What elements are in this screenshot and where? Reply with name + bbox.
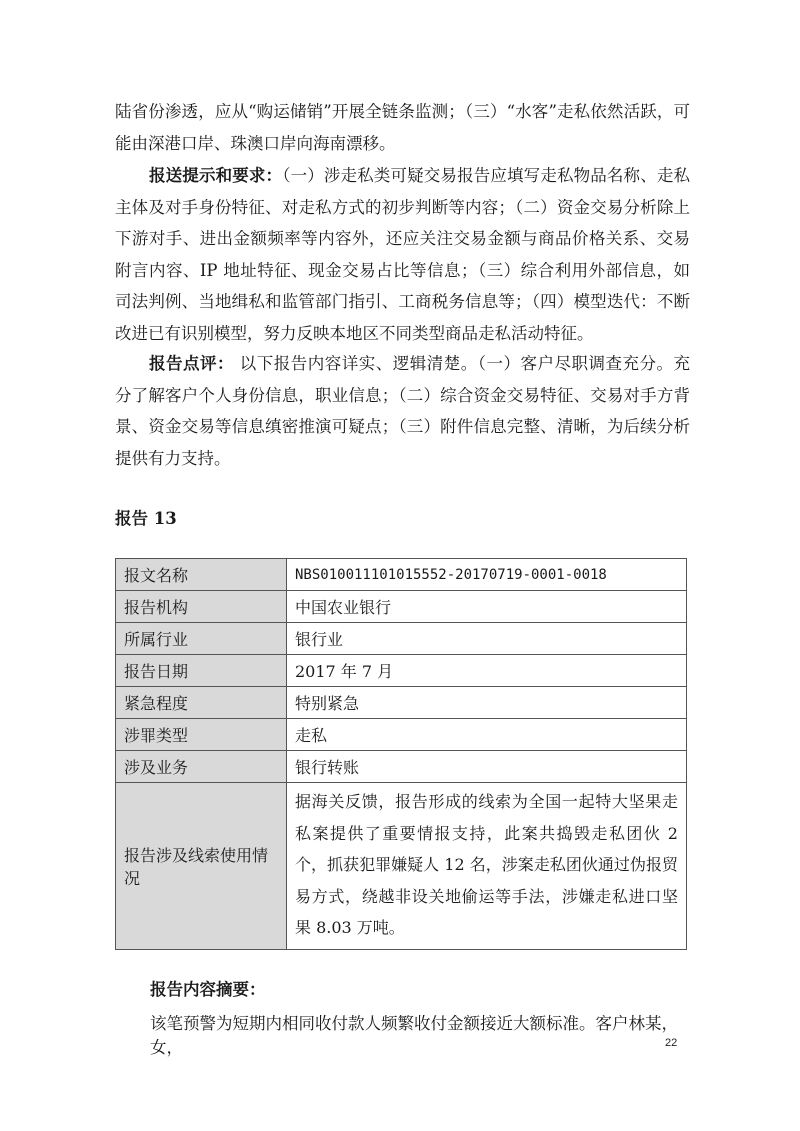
table-row <box>116 751 687 783</box>
paragraph-intro <box>115 96 690 159</box>
row-value-clue-usage: 据海关反馈，报告形成的线索为全国一起特大坚果走私案提供了重要情报支持，此案共捣毁走私团伙 2 个，抓获犯罪嫌疑人 12 名，涉案走私团伙通过伪报贸易方式，绕越非设关地偷运等手法，涉嫌走私进口坚果 8.03 万吨。 <box>287 783 687 950</box>
row-label-report-date: 报告日期 <box>116 655 287 687</box>
submission-requirements-text: （一）涉走私类可疑交易报告应填写走私物品名称、走私主体及对手身份特征、对走私方式的初步判断等内容；（二）资金交易分析除上下游对手、进出金额频率等内容外，还应关注交易金额与商品价格关系、交易附言内容、IP 地址特征、现金交易占比等信息；（三）综合利用外部信息，如司法判例、当地缉私和监管部门指引、工商税务信息等；（四）模型迭代：不断改进已有识别模型，努力反映本地区不同类型商品走私活动特征。 <box>115 166 690 343</box>
row-label-urgency: 紧急程度 <box>116 687 287 719</box>
row-label-clue-usage: 报告涉及线索使用情况 <box>116 783 287 950</box>
row-label-industry: 所属行业 <box>116 623 287 655</box>
row-value-message-name: NBS010011101015552-20170719-0001-0018 <box>287 559 687 591</box>
row-value-crime-type: 走私 <box>287 719 687 751</box>
paragraph-intro-text: 陆省份渗透，应从“购运储销”开展全链条监测；（三）“水客”走私依然活跃，可能由深港口岸、珠澳口岸向海南漂移。 <box>115 102 690 153</box>
table-row <box>116 623 687 655</box>
row-value-industry: 银行业 <box>287 623 687 655</box>
page-number: 22 <box>665 1037 678 1049</box>
table-row <box>116 687 687 719</box>
row-label-reporting-institution: 报告机构 <box>116 591 287 623</box>
report-heading: 报告 13 <box>115 509 177 528</box>
table-row <box>116 783 687 950</box>
table-row <box>116 559 687 591</box>
row-label-message-name: 报文名称 <box>116 559 287 591</box>
report-info-table <box>115 558 687 950</box>
row-value-reporting-institution: 中国农业银行 <box>287 591 687 623</box>
report-review-label: 报告点评： <box>149 354 234 373</box>
row-value-urgency: 特别紧急 <box>287 687 687 719</box>
table-row <box>116 719 687 751</box>
row-value-business-involved: 银行转账 <box>287 751 687 783</box>
paragraph-submission-requirements <box>115 160 690 349</box>
row-label-crime-type: 涉罪类型 <box>116 719 287 751</box>
paragraph-report-review <box>115 348 690 474</box>
summary-text: 该笔预警为短期内相同收付款人频繁收付金额接近大额标准。客户林某，女， <box>150 1014 678 1057</box>
row-label-business-involved: 涉及业务 <box>116 751 287 783</box>
row-value-report-date: 2017 年 7 月 <box>287 655 687 687</box>
submission-requirements-label: 报送提示和要求： <box>149 166 283 185</box>
table-row <box>116 655 687 687</box>
summary-title: 报告内容摘要： <box>150 980 266 999</box>
table-row <box>116 591 687 623</box>
report-review-text: 以下报告内容详实、逻辑清楚。（一）客户尽职调查充分。充分了解客户个人身份信息，职业信息；（二）综合资金交易特征、交易对手方背景、资金交易等信息缜密推演可疑点；（三）附件信息完整、清晰，为后续分析提供有力支持。 <box>115 354 690 468</box>
